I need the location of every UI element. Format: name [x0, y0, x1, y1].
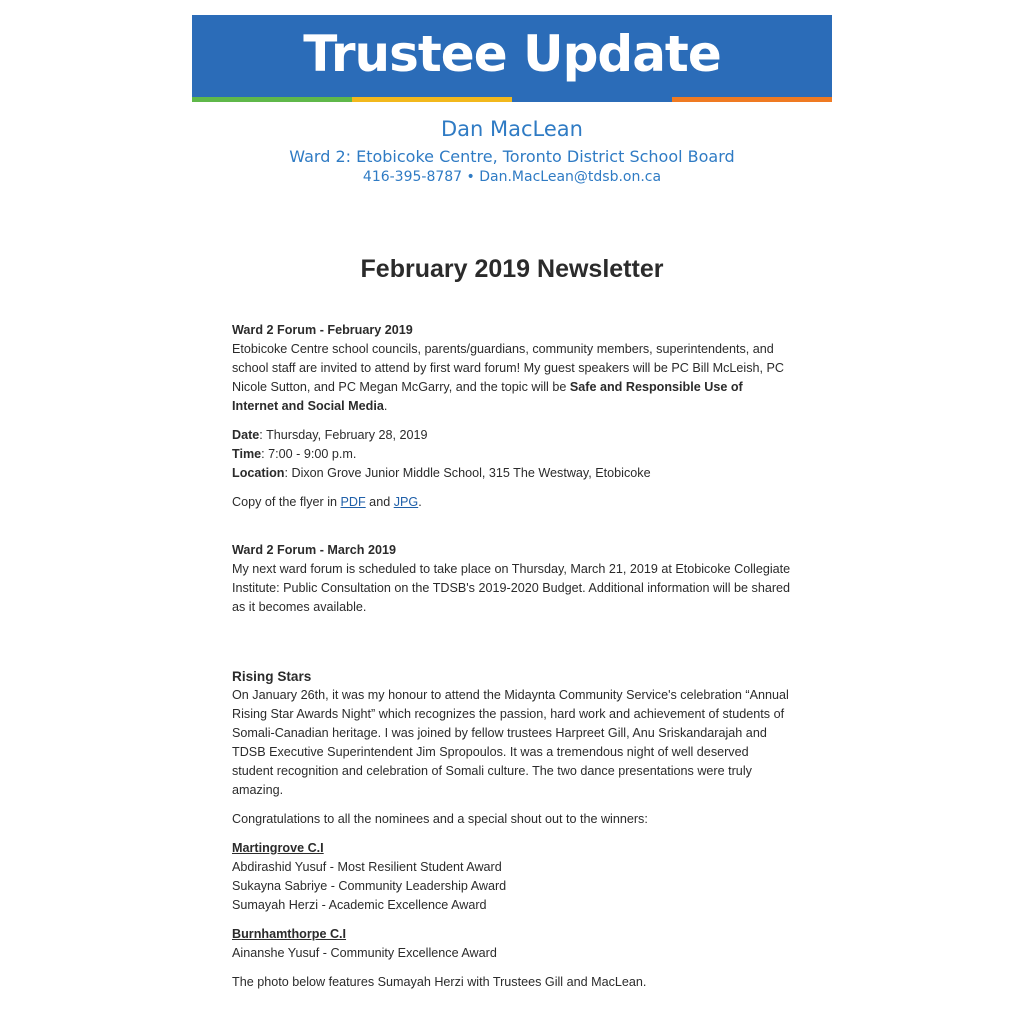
- flyer-prefix: Copy of the flyer in: [232, 495, 341, 509]
- date-label: Date: [232, 428, 260, 442]
- winner-item: Ainanshe Yusuf - Community Excellence Award: [232, 946, 497, 960]
- stripe-segment-orange: [672, 97, 832, 102]
- mar-forum-body: My next ward forum is scheduled to take place on Thursday, March 21, 2019 at Etobicoke Collegiate Institute: Public Consultation on the TDSB's 2019-2020 Budget. Additional information will be shared as it becomes available.: [232, 562, 791, 614]
- time-value: : 7:00 - 9:00 p.m.: [261, 447, 357, 461]
- banner-title: Trustee Update: [303, 25, 721, 83]
- feb-forum-body: [232, 340, 792, 416]
- color-stripe: [192, 97, 832, 102]
- stripe-segment-green: [192, 97, 352, 102]
- feb-forum-date: [232, 426, 792, 445]
- newsletter-banner: [192, 15, 832, 97]
- flyer-pdf-link[interactable]: PDF: [340, 495, 366, 509]
- flyer-jpg-link[interactable]: JPG: [393, 495, 419, 509]
- newsletter-body: [232, 321, 792, 992]
- rising-stars-body: On January 26th, it was my honour to attend the Midaynta Community Service's celebration “Annual Rising Star Awards Night” which recognizes the passion, hard work and achievement of students of Somali-Canadian heritage. I was joined by fellow trustees Harpreet Gill, Anu Sriskandarajah and TDSB Executive Superintendent Jim Spropoulos. It was a tremendous night of well deserved student recognition and celebration of Somali culture. The two dance presentations were truly amazing.: [232, 688, 789, 797]
- winner-item: Sukayna Sabriye - Community Leadership Award: [232, 879, 507, 893]
- feb-forum-topic: Safe and Responsible Use of Internet and Social Media: [232, 380, 743, 413]
- trustee-contact: 416-395-8787 • Dan.MacLean@tdsb.on.ca: [362, 169, 662, 185]
- feb-forum-body-end: .: [383, 399, 388, 413]
- stripe-segment-yellow: [352, 97, 512, 102]
- feb-forum-heading: Ward 2 Forum - February 2019: [232, 323, 413, 337]
- stripe-segment-blue: [512, 97, 672, 102]
- flyer-end: .: [418, 495, 422, 509]
- rising-stars-heading: Rising Stars: [232, 669, 312, 684]
- feb-forum-body-text: Etobicoke Centre school councils, parents/guardians, community members, superintendents, and school staff are invited to attend by first ward forum! My guest speakers will be PC Bill McLeish, PC Nicole Sutton, and PC Megan McGarry, and the topic will be: [232, 342, 785, 394]
- congrats-text: Congratulations to all the nominees and a special shout out to the winners:: [232, 812, 648, 826]
- school-martingrove: Martingrove C.I: [232, 841, 324, 855]
- feb-forum-time: [232, 445, 792, 464]
- mar-forum-heading: Ward 2 Forum - March 2019: [232, 543, 396, 557]
- winner-item: Sumayah Herzi - Academic Excellence Award: [232, 898, 487, 912]
- feb-forum-location: [232, 464, 792, 483]
- school-burnhamthorpe: Burnhamthorpe C.I: [232, 927, 347, 941]
- date-value: : Thursday, February 28, 2019: [259, 428, 428, 442]
- photo-caption: The photo below features Sumayah Herzi with Trustees Gill and MacLean.: [232, 975, 647, 989]
- flyer-line: [232, 493, 792, 512]
- newsletter-title: February 2019 Newsletter: [360, 255, 664, 283]
- trustee-name: Dan MacLean: [441, 117, 583, 141]
- flyer-and: and: [365, 495, 394, 509]
- trustee-ward: Ward 2: Etobicoke Centre, Toronto District School Board: [289, 147, 735, 166]
- time-label: Time: [232, 447, 262, 461]
- location-value: : Dixon Grove Junior Middle School, 315 The Westway, Etobicoke: [284, 466, 651, 480]
- location-label: Location: [232, 466, 285, 480]
- winner-item: Abdirashid Yusuf - Most Resilient Student Award: [232, 860, 502, 874]
